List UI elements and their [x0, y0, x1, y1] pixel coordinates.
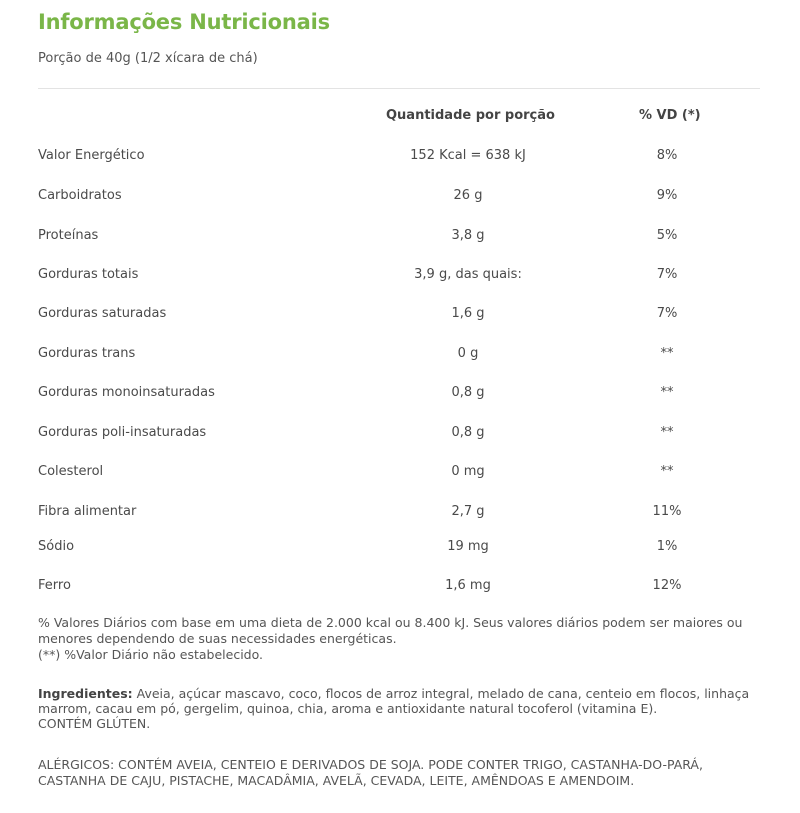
nutrient-daily-value: 8%	[656, 148, 678, 163]
nutrient-name: Valor Energético	[38, 148, 145, 163]
divider	[38, 88, 760, 89]
nutrient-quantity: 19 mg	[447, 539, 489, 554]
nutrient-daily-value: **	[660, 346, 674, 361]
header-quantity: Quantidade por porção	[386, 108, 555, 123]
table-row	[0, 464, 800, 486]
table-row	[0, 539, 800, 561]
nutrient-quantity: 2,7 g	[451, 504, 485, 519]
gluten-warning: CONTÉM GLÚTEN.	[38, 716, 151, 731]
table-row	[0, 504, 800, 526]
nutrient-daily-value: 9%	[656, 188, 678, 203]
nutrient-daily-value: 11%	[652, 504, 682, 519]
nutrient-daily-value: 12%	[652, 578, 682, 593]
nutrient-quantity: 3,9 g, das quais:	[414, 267, 522, 282]
nutrient-name: Fibra alimentar	[38, 504, 137, 519]
daily-value-footnote	[38, 615, 758, 663]
nutrient-daily-value: **	[660, 464, 674, 479]
nutrient-name: Gorduras poli-insaturadas	[38, 425, 207, 440]
header-daily-value: % VD (*)	[639, 108, 701, 123]
nutrient-quantity: 1,6 mg	[445, 578, 491, 593]
nutrient-daily-value: **	[660, 425, 674, 440]
ingredients-text: Aveia, açúcar mascavo, coco, flocos de arroz integral, melado de cana, centeio em flocos, linhaça marrom, cacau em pó, gergelim, quinoa, chia, aroma e antioxidante natural tocoferol (vitamina E).	[38, 686, 750, 716]
table-row	[0, 578, 800, 600]
nutrient-daily-value: 1%	[656, 539, 678, 554]
nutrient-name: Gorduras monoinsaturadas	[38, 385, 215, 400]
nutrient-name: Ferro	[38, 578, 71, 593]
table-row	[0, 306, 800, 328]
nutrient-daily-value: 5%	[656, 228, 678, 243]
table-row	[0, 346, 800, 368]
nutrient-daily-value: **	[660, 385, 674, 400]
table-row	[0, 228, 800, 250]
table-row	[0, 148, 800, 170]
table-row	[0, 267, 800, 289]
nutrient-name: Proteínas	[38, 228, 99, 243]
nutrient-quantity: 152 Kcal = 638 kJ	[410, 148, 526, 163]
nutrient-name: Gorduras saturadas	[38, 306, 167, 321]
nutrient-name: Carboidratos	[38, 188, 122, 203]
ingredients-label: Ingredientes:	[38, 686, 133, 701]
nutrient-quantity: 26 g	[453, 188, 483, 203]
nutrient-quantity: 1,6 g	[451, 306, 485, 321]
nutrient-name: Gorduras totais	[38, 267, 139, 282]
nutrient-name: Gorduras trans	[38, 346, 136, 361]
page-title: Informações Nutricionais	[38, 10, 330, 34]
nutrient-quantity: 0 mg	[451, 464, 485, 479]
nutrient-name: Colesterol	[38, 464, 104, 479]
portion-size: Porção de 40g (1/2 xícara de chá)	[38, 51, 258, 66]
nutrient-daily-value: 7%	[656, 267, 678, 282]
nutrient-quantity: 3,8 g	[451, 228, 485, 243]
nutrient-daily-value: 7%	[656, 306, 678, 321]
footnote-text: % Valores Diários com base em uma dieta de 2.000 kcal ou 8.400 kJ. Seus valores diários podem ser maiores ou menores dependendo de suas necessidades energéticas.	[38, 615, 743, 646]
table-row	[0, 385, 800, 407]
ingredients-section	[38, 686, 768, 731]
nutrient-name: Sódio	[38, 539, 75, 554]
nutrient-quantity: 0,8 g	[451, 425, 485, 440]
nutrient-quantity: 0,8 g	[451, 385, 485, 400]
table-row	[0, 425, 800, 447]
allergens-warning: ALÉRGICOS: CONTÉM AVEIA, CENTEIO E DERIVADOS DE SOJA. PODE CONTER TRIGO, CASTANHA-DO-PARÁ, CASTANHA DE CAJU, PISTACHE, MACADÂMIA, AVELÃ, CEVADA, LEITE, AMÊNDOAS E AMENDOIM.	[38, 757, 703, 788]
table-row	[0, 188, 800, 210]
footnote-not-established: (**) %Valor Diário não estabelecido.	[38, 647, 264, 662]
nutrient-quantity: 0 g	[457, 346, 479, 361]
